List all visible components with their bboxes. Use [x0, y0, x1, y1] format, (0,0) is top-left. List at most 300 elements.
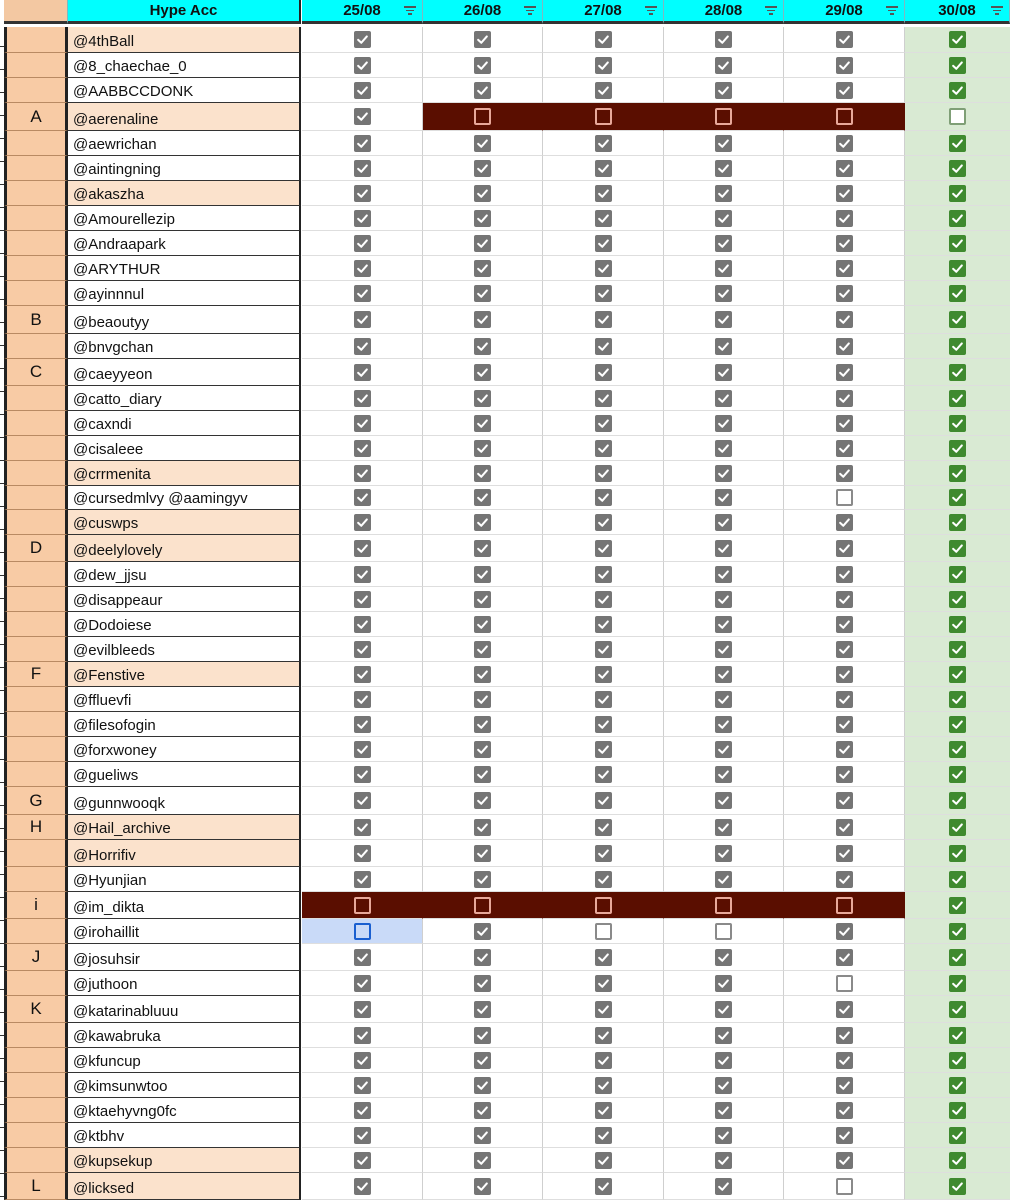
account-name-cell[interactable]: @Horrifiv: [68, 840, 301, 867]
checked-checkbox[interactable]: [595, 691, 612, 708]
account-name-cell[interactable]: @kimsunwtoo: [68, 1073, 301, 1098]
checked-checkbox[interactable]: [715, 641, 732, 658]
checked-checkbox[interactable]: [474, 1178, 491, 1195]
checked-checkbox[interactable]: [595, 311, 612, 328]
checked-checkbox[interactable]: [474, 160, 491, 177]
checked-checkbox[interactable]: [715, 1178, 732, 1195]
checked-checkbox[interactable]: [715, 1027, 732, 1044]
account-name-cell[interactable]: @cuswps: [68, 510, 301, 535]
checked-checkbox[interactable]: [474, 514, 491, 531]
checked-checkbox[interactable]: [595, 1102, 612, 1119]
unchecked-checkbox[interactable]: [354, 923, 371, 940]
checked-checkbox[interactable]: [354, 1178, 371, 1195]
unchecked-checkbox[interactable]: [595, 108, 612, 125]
checked-checkbox[interactable]: [949, 591, 966, 608]
account-name-cell[interactable]: @im_dikta: [68, 892, 301, 919]
checked-checkbox[interactable]: [354, 666, 371, 683]
checked-checkbox[interactable]: [354, 465, 371, 482]
checked-checkbox[interactable]: [474, 489, 491, 506]
checked-checkbox[interactable]: [949, 716, 966, 733]
checked-checkbox[interactable]: [595, 1052, 612, 1069]
checked-checkbox[interactable]: [836, 591, 853, 608]
unchecked-checkbox[interactable]: [836, 1178, 853, 1195]
checked-checkbox[interactable]: [949, 923, 966, 940]
checked-checkbox[interactable]: [715, 465, 732, 482]
checked-checkbox[interactable]: [836, 1152, 853, 1169]
account-name-cell[interactable]: @Amourellezip: [68, 206, 301, 231]
checked-checkbox[interactable]: [354, 616, 371, 633]
checked-checkbox[interactable]: [354, 691, 371, 708]
account-name-cell[interactable]: @gunnwooqk: [68, 787, 301, 815]
checked-checkbox[interactable]: [595, 31, 612, 48]
checked-checkbox[interactable]: [949, 741, 966, 758]
checked-checkbox[interactable]: [715, 235, 732, 252]
checked-checkbox[interactable]: [715, 1102, 732, 1119]
checked-checkbox[interactable]: [474, 390, 491, 407]
checked-checkbox[interactable]: [836, 82, 853, 99]
checked-checkbox[interactable]: [949, 1027, 966, 1044]
checked-checkbox[interactable]: [354, 1027, 371, 1044]
checked-checkbox[interactable]: [836, 1127, 853, 1144]
checked-checkbox[interactable]: [949, 949, 966, 966]
date-column-header[interactable]: [302, 0, 423, 24]
checked-checkbox[interactable]: [715, 792, 732, 809]
checked-checkbox[interactable]: [474, 260, 491, 277]
unchecked-checkbox[interactable]: [715, 897, 732, 914]
date-column-header[interactable]: [905, 0, 1010, 24]
checked-checkbox[interactable]: [949, 311, 966, 328]
checked-checkbox[interactable]: [474, 82, 491, 99]
checked-checkbox[interactable]: [836, 691, 853, 708]
checked-checkbox[interactable]: [595, 160, 612, 177]
account-name-cell[interactable]: @Hyunjian: [68, 867, 301, 892]
account-name-cell[interactable]: @evilbleeds: [68, 637, 301, 662]
account-name-cell[interactable]: @Fenstive: [68, 662, 301, 687]
checked-checkbox[interactable]: [836, 260, 853, 277]
account-name-cell[interactable]: @Dodoiese: [68, 612, 301, 637]
checked-checkbox[interactable]: [949, 566, 966, 583]
filter-icon[interactable]: [404, 6, 416, 16]
unchecked-checkbox[interactable]: [595, 897, 612, 914]
account-name-cell[interactable]: @aintingning: [68, 156, 301, 181]
filter-icon[interactable]: [886, 6, 898, 16]
checked-checkbox[interactable]: [949, 1052, 966, 1069]
checked-checkbox[interactable]: [836, 666, 853, 683]
checked-checkbox[interactable]: [836, 390, 853, 407]
checked-checkbox[interactable]: [715, 210, 732, 227]
checked-checkbox[interactable]: [836, 31, 853, 48]
checked-checkbox[interactable]: [354, 1102, 371, 1119]
checked-checkbox[interactable]: [836, 210, 853, 227]
checked-checkbox[interactable]: [949, 691, 966, 708]
checked-checkbox[interactable]: [715, 311, 732, 328]
checked-checkbox[interactable]: [354, 1127, 371, 1144]
checked-checkbox[interactable]: [836, 923, 853, 940]
unchecked-checkbox[interactable]: [595, 923, 612, 940]
checked-checkbox[interactable]: [715, 489, 732, 506]
checked-checkbox[interactable]: [836, 716, 853, 733]
checked-checkbox[interactable]: [715, 666, 732, 683]
date-column-header[interactable]: [423, 0, 543, 24]
checked-checkbox[interactable]: [715, 949, 732, 966]
checked-checkbox[interactable]: [595, 135, 612, 152]
account-name-cell[interactable]: @bnvgchan: [68, 334, 301, 359]
checked-checkbox[interactable]: [474, 871, 491, 888]
checked-checkbox[interactable]: [595, 1152, 612, 1169]
checked-checkbox[interactable]: [474, 1052, 491, 1069]
checked-checkbox[interactable]: [474, 465, 491, 482]
checked-checkbox[interactable]: [836, 641, 853, 658]
checked-checkbox[interactable]: [595, 1127, 612, 1144]
checked-checkbox[interactable]: [715, 741, 732, 758]
unchecked-checkbox[interactable]: [836, 108, 853, 125]
checked-checkbox[interactable]: [474, 591, 491, 608]
checked-checkbox[interactable]: [715, 57, 732, 74]
checked-checkbox[interactable]: [836, 792, 853, 809]
checked-checkbox[interactable]: [949, 514, 966, 531]
checked-checkbox[interactable]: [354, 1001, 371, 1018]
checked-checkbox[interactable]: [354, 845, 371, 862]
date-column-header[interactable]: [784, 0, 905, 24]
checked-checkbox[interactable]: [836, 741, 853, 758]
checked-checkbox[interactable]: [354, 792, 371, 809]
checked-checkbox[interactable]: [949, 1001, 966, 1018]
checked-checkbox[interactable]: [715, 1152, 732, 1169]
account-name-cell[interactable]: @kupsekup: [68, 1148, 301, 1173]
checked-checkbox[interactable]: [949, 975, 966, 992]
checked-checkbox[interactable]: [474, 949, 491, 966]
checked-checkbox[interactable]: [595, 616, 612, 633]
checked-checkbox[interactable]: [474, 1077, 491, 1094]
checked-checkbox[interactable]: [474, 135, 491, 152]
unchecked-checkbox[interactable]: [949, 108, 966, 125]
checked-checkbox[interactable]: [595, 1077, 612, 1094]
checked-checkbox[interactable]: [595, 82, 612, 99]
checked-checkbox[interactable]: [715, 1001, 732, 1018]
account-name-cell[interactable]: @caeyyeon: [68, 359, 301, 386]
account-name-cell[interactable]: @gueliws: [68, 762, 301, 787]
checked-checkbox[interactable]: [354, 415, 371, 432]
checked-checkbox[interactable]: [354, 949, 371, 966]
checked-checkbox[interactable]: [949, 1127, 966, 1144]
checked-checkbox[interactable]: [354, 108, 371, 125]
checked-checkbox[interactable]: [715, 415, 732, 432]
account-name-cell[interactable]: @AABBCCDONK: [68, 78, 301, 103]
checked-checkbox[interactable]: [836, 285, 853, 302]
checked-checkbox[interactable]: [595, 285, 612, 302]
checked-checkbox[interactable]: [354, 364, 371, 381]
account-name-cell[interactable]: @4thBall: [68, 27, 301, 53]
checked-checkbox[interactable]: [354, 235, 371, 252]
checked-checkbox[interactable]: [354, 160, 371, 177]
checked-checkbox[interactable]: [949, 641, 966, 658]
checked-checkbox[interactable]: [715, 514, 732, 531]
checked-checkbox[interactable]: [715, 819, 732, 836]
checked-checkbox[interactable]: [836, 819, 853, 836]
checked-checkbox[interactable]: [949, 260, 966, 277]
unchecked-checkbox[interactable]: [354, 897, 371, 914]
checked-checkbox[interactable]: [595, 235, 612, 252]
checked-checkbox[interactable]: [715, 82, 732, 99]
checked-checkbox[interactable]: [949, 185, 966, 202]
checked-checkbox[interactable]: [949, 766, 966, 783]
checked-checkbox[interactable]: [354, 57, 371, 74]
checked-checkbox[interactable]: [715, 766, 732, 783]
account-name-cell[interactable]: @josuhsir: [68, 944, 301, 971]
checked-checkbox[interactable]: [715, 616, 732, 633]
checked-checkbox[interactable]: [715, 591, 732, 608]
checked-checkbox[interactable]: [595, 185, 612, 202]
unchecked-checkbox[interactable]: [836, 489, 853, 506]
checked-checkbox[interactable]: [949, 135, 966, 152]
account-name-cell[interactable]: @ARYTHUR: [68, 256, 301, 281]
checked-checkbox[interactable]: [354, 31, 371, 48]
checked-checkbox[interactable]: [354, 285, 371, 302]
checked-checkbox[interactable]: [354, 1052, 371, 1069]
account-name-cell[interactable]: @caxndi: [68, 411, 301, 436]
checked-checkbox[interactable]: [595, 845, 612, 862]
account-name-cell[interactable]: @filesofogin: [68, 712, 301, 737]
checked-checkbox[interactable]: [949, 235, 966, 252]
checked-checkbox[interactable]: [949, 390, 966, 407]
checked-checkbox[interactable]: [595, 465, 612, 482]
checked-checkbox[interactable]: [715, 566, 732, 583]
checked-checkbox[interactable]: [715, 1077, 732, 1094]
checked-checkbox[interactable]: [474, 57, 491, 74]
checked-checkbox[interactable]: [354, 260, 371, 277]
filter-icon[interactable]: [991, 6, 1003, 16]
unchecked-checkbox[interactable]: [715, 923, 732, 940]
checked-checkbox[interactable]: [836, 1052, 853, 1069]
checked-checkbox[interactable]: [474, 311, 491, 328]
checked-checkbox[interactable]: [715, 540, 732, 557]
checked-checkbox[interactable]: [836, 160, 853, 177]
checked-checkbox[interactable]: [595, 364, 612, 381]
checked-checkbox[interactable]: [354, 766, 371, 783]
checked-checkbox[interactable]: [949, 489, 966, 506]
checked-checkbox[interactable]: [715, 260, 732, 277]
checked-checkbox[interactable]: [836, 540, 853, 557]
checked-checkbox[interactable]: [354, 135, 371, 152]
checked-checkbox[interactable]: [474, 31, 491, 48]
checked-checkbox[interactable]: [836, 364, 853, 381]
checked-checkbox[interactable]: [836, 185, 853, 202]
checked-checkbox[interactable]: [474, 666, 491, 683]
checked-checkbox[interactable]: [474, 210, 491, 227]
checked-checkbox[interactable]: [836, 1001, 853, 1018]
account-name-cell[interactable]: @forxwoney: [68, 737, 301, 762]
checked-checkbox[interactable]: [595, 666, 612, 683]
checked-checkbox[interactable]: [354, 641, 371, 658]
checked-checkbox[interactable]: [949, 1178, 966, 1195]
checked-checkbox[interactable]: [354, 514, 371, 531]
checked-checkbox[interactable]: [715, 338, 732, 355]
account-name-cell[interactable]: @katarinabluuu: [68, 996, 301, 1023]
account-name-cell[interactable]: @ffluevfi: [68, 687, 301, 712]
checked-checkbox[interactable]: [354, 741, 371, 758]
filter-icon[interactable]: [765, 6, 777, 16]
checked-checkbox[interactable]: [715, 975, 732, 992]
checked-checkbox[interactable]: [595, 766, 612, 783]
checked-checkbox[interactable]: [949, 210, 966, 227]
checked-checkbox[interactable]: [949, 338, 966, 355]
checked-checkbox[interactable]: [595, 260, 612, 277]
account-name-cell[interactable]: @Hail_archive: [68, 815, 301, 840]
checked-checkbox[interactable]: [949, 160, 966, 177]
checked-checkbox[interactable]: [949, 792, 966, 809]
checked-checkbox[interactable]: [595, 1178, 612, 1195]
checked-checkbox[interactable]: [595, 792, 612, 809]
checked-checkbox[interactable]: [354, 716, 371, 733]
checked-checkbox[interactable]: [949, 440, 966, 457]
checked-checkbox[interactable]: [949, 616, 966, 633]
checked-checkbox[interactable]: [595, 415, 612, 432]
checked-checkbox[interactable]: [949, 845, 966, 862]
account-name-cell[interactable]: @8_chaechae_0: [68, 53, 301, 78]
checked-checkbox[interactable]: [595, 949, 612, 966]
checked-checkbox[interactable]: [949, 285, 966, 302]
unchecked-checkbox[interactable]: [474, 108, 491, 125]
account-name-cell[interactable]: @cisaleee: [68, 436, 301, 461]
checked-checkbox[interactable]: [595, 514, 612, 531]
checked-checkbox[interactable]: [836, 871, 853, 888]
checked-checkbox[interactable]: [354, 82, 371, 99]
checked-checkbox[interactable]: [836, 465, 853, 482]
checked-checkbox[interactable]: [949, 1152, 966, 1169]
checked-checkbox[interactable]: [715, 871, 732, 888]
checked-checkbox[interactable]: [595, 390, 612, 407]
checked-checkbox[interactable]: [474, 235, 491, 252]
checked-checkbox[interactable]: [354, 210, 371, 227]
checked-checkbox[interactable]: [715, 845, 732, 862]
checked-checkbox[interactable]: [836, 338, 853, 355]
account-name-cell[interactable]: @kawabruka: [68, 1023, 301, 1048]
account-name-cell[interactable]: @deelylovely: [68, 535, 301, 562]
checked-checkbox[interactable]: [595, 338, 612, 355]
checked-checkbox[interactable]: [836, 415, 853, 432]
account-name-cell[interactable]: @kfuncup: [68, 1048, 301, 1073]
checked-checkbox[interactable]: [354, 1077, 371, 1094]
checked-checkbox[interactable]: [474, 364, 491, 381]
checked-checkbox[interactable]: [354, 871, 371, 888]
account-name-cell[interactable]: @licksed: [68, 1173, 301, 1200]
checked-checkbox[interactable]: [595, 440, 612, 457]
unchecked-checkbox[interactable]: [715, 108, 732, 125]
checked-checkbox[interactable]: [354, 819, 371, 836]
checked-checkbox[interactable]: [715, 185, 732, 202]
checked-checkbox[interactable]: [474, 923, 491, 940]
date-column-header[interactable]: [664, 0, 784, 24]
checked-checkbox[interactable]: [949, 540, 966, 557]
checked-checkbox[interactable]: [715, 31, 732, 48]
account-name-cell[interactable]: @ktaehyvng0fc: [68, 1098, 301, 1123]
checked-checkbox[interactable]: [949, 465, 966, 482]
checked-checkbox[interactable]: [595, 57, 612, 74]
checked-checkbox[interactable]: [354, 185, 371, 202]
checked-checkbox[interactable]: [474, 641, 491, 658]
checked-checkbox[interactable]: [474, 415, 491, 432]
unchecked-checkbox[interactable]: [836, 897, 853, 914]
checked-checkbox[interactable]: [595, 540, 612, 557]
filter-icon[interactable]: [524, 6, 536, 16]
checked-checkbox[interactable]: [836, 616, 853, 633]
filter-icon[interactable]: [645, 6, 657, 16]
checked-checkbox[interactable]: [715, 390, 732, 407]
checked-checkbox[interactable]: [949, 871, 966, 888]
account-name-cell[interactable]: @ayinnnul: [68, 281, 301, 306]
checked-checkbox[interactable]: [836, 1077, 853, 1094]
checked-checkbox[interactable]: [474, 1001, 491, 1018]
account-name-cell[interactable]: @irohaillit: [68, 919, 301, 944]
checked-checkbox[interactable]: [474, 1152, 491, 1169]
checked-checkbox[interactable]: [595, 210, 612, 227]
checked-checkbox[interactable]: [836, 235, 853, 252]
checked-checkbox[interactable]: [715, 364, 732, 381]
checked-checkbox[interactable]: [595, 819, 612, 836]
checked-checkbox[interactable]: [474, 845, 491, 862]
checked-checkbox[interactable]: [354, 338, 371, 355]
checked-checkbox[interactable]: [949, 819, 966, 836]
checked-checkbox[interactable]: [949, 57, 966, 74]
checked-checkbox[interactable]: [836, 57, 853, 74]
checked-checkbox[interactable]: [595, 871, 612, 888]
checked-checkbox[interactable]: [715, 691, 732, 708]
account-name-cell[interactable]: @dew_jjsu: [68, 562, 301, 587]
checked-checkbox[interactable]: [474, 440, 491, 457]
account-name-cell[interactable]: @juthoon: [68, 971, 301, 996]
account-name-cell[interactable]: @akaszha: [68, 181, 301, 206]
checked-checkbox[interactable]: [474, 338, 491, 355]
checked-checkbox[interactable]: [949, 666, 966, 683]
checked-checkbox[interactable]: [354, 591, 371, 608]
account-name-cell[interactable]: @catto_diary: [68, 386, 301, 411]
checked-checkbox[interactable]: [474, 716, 491, 733]
checked-checkbox[interactable]: [595, 975, 612, 992]
checked-checkbox[interactable]: [474, 819, 491, 836]
column-header-hype-acc[interactable]: [68, 0, 301, 24]
checked-checkbox[interactable]: [474, 540, 491, 557]
checked-checkbox[interactable]: [474, 1127, 491, 1144]
checked-checkbox[interactable]: [354, 1152, 371, 1169]
date-column-header[interactable]: [543, 0, 664, 24]
checked-checkbox[interactable]: [949, 1077, 966, 1094]
account-name-cell[interactable]: @aerenaline: [68, 103, 301, 131]
checked-checkbox[interactable]: [836, 440, 853, 457]
checked-checkbox[interactable]: [836, 566, 853, 583]
checked-checkbox[interactable]: [836, 766, 853, 783]
checked-checkbox[interactable]: [595, 741, 612, 758]
checked-checkbox[interactable]: [354, 540, 371, 557]
checked-checkbox[interactable]: [949, 897, 966, 914]
account-name-cell[interactable]: @beaoutyy: [68, 306, 301, 334]
checked-checkbox[interactable]: [595, 716, 612, 733]
checked-checkbox[interactable]: [715, 160, 732, 177]
checked-checkbox[interactable]: [474, 691, 491, 708]
unchecked-checkbox[interactable]: [474, 897, 491, 914]
checked-checkbox[interactable]: [715, 716, 732, 733]
checked-checkbox[interactable]: [474, 616, 491, 633]
checked-checkbox[interactable]: [836, 311, 853, 328]
checked-checkbox[interactable]: [836, 1027, 853, 1044]
checked-checkbox[interactable]: [836, 949, 853, 966]
checked-checkbox[interactable]: [595, 591, 612, 608]
checked-checkbox[interactable]: [715, 135, 732, 152]
account-name-cell[interactable]: @cursedmlvy @aamingyv: [68, 486, 301, 510]
checked-checkbox[interactable]: [836, 135, 853, 152]
checked-checkbox[interactable]: [354, 489, 371, 506]
account-name-cell[interactable]: @aewrichan: [68, 131, 301, 156]
account-name-cell[interactable]: @ktbhv: [68, 1123, 301, 1148]
